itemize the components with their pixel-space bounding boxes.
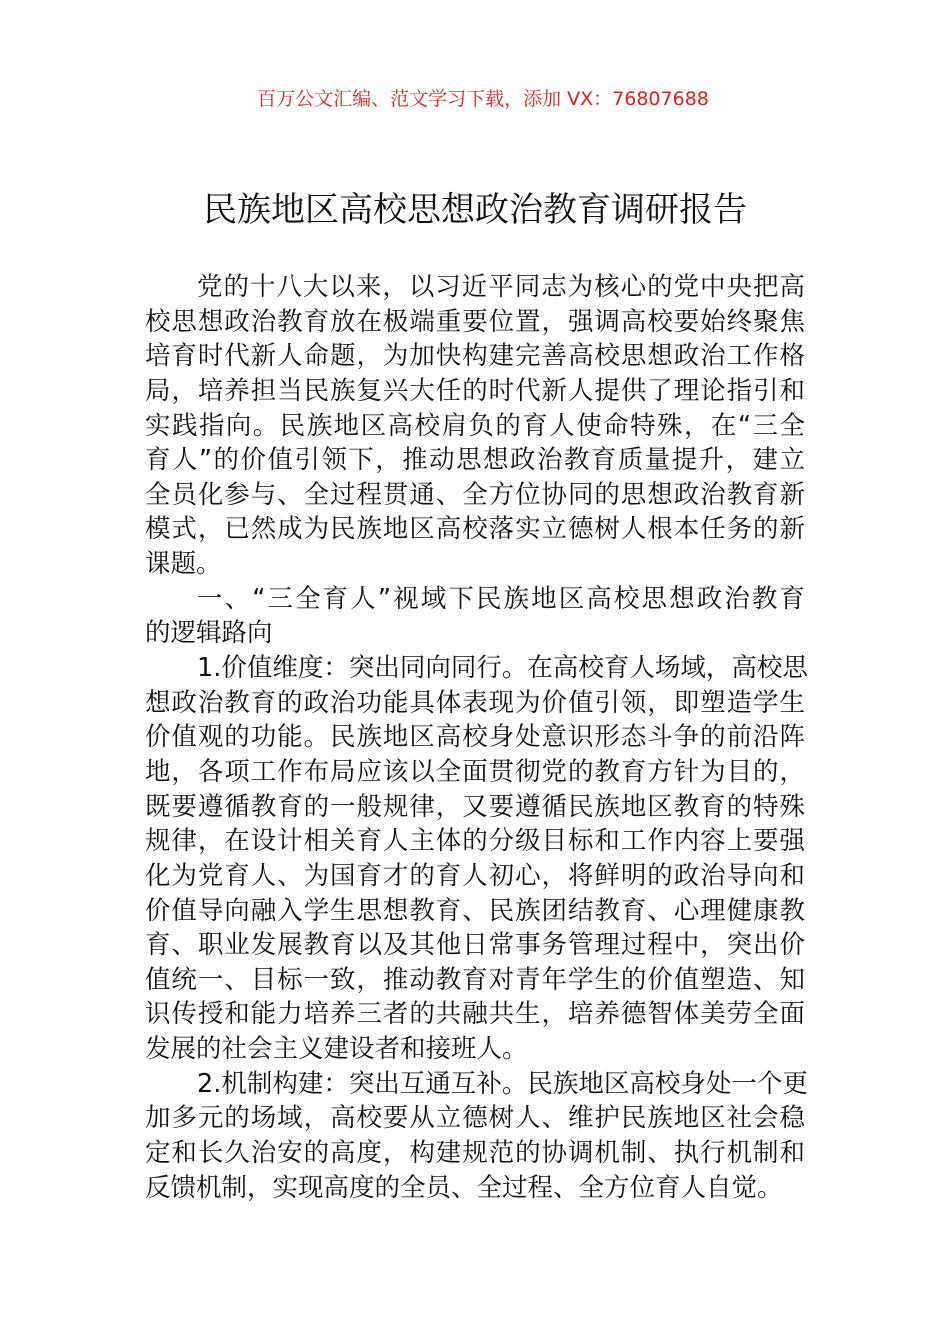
text-line: 想政治教育的政治功能具体表现为价值引领，即塑造学生 [145,687,805,718]
text-line: 培育时代新人命题，为加快构建完善高校思想政治工作格 [145,341,805,372]
text-line: 党的十八大以来，以习近平同志为核心的党中央把高 [197,272,805,302]
text-line: 加多元的场域，高校要从立德树人、维护民族地区社会稳 [145,1103,805,1134]
text-line: 2.机制构建：突出互通互补。民族地区高校身处一个更 [197,1068,808,1099]
text-line: 定和长久治安的高度，构建规范的协调机制、执行机制和 [145,1138,805,1169]
text-line: 育人”的价值引领下，推动思想政治教育质量提升，建立 [145,445,805,476]
paragraph [145,270,805,582]
text-line: 化为党育人、为国育才的育人初心，将鲜明的政治导向和 [145,860,805,891]
text-line: 育、职业发展教育以及其他日常事务管理过程中，突出价 [145,930,805,961]
promo-banner: 百万公文汇编、范文学习下载，添加 VX：76807688 [257,88,709,110]
text-line: 全员化参与、全过程贯通、全方位协同的思想政治教育新 [145,479,805,510]
text-line: 值统一、目标一致，推动教育对青年学生的价值塑造、知 [145,964,805,995]
text-line: 1.价值维度：突出同向同行。在高校育人场域，高校思 [197,653,808,684]
text-line: 模式，已然成为民族地区高校落实立德树人根本任务的新 [145,514,805,545]
document-title: 民族地区高校思想政治教育调研报告 [203,190,747,230]
paragraph [145,651,808,1067]
text-line: 课题。 [145,549,222,580]
text-line: 校思想政治教育放在极端重要位置，强调高校要始终聚焦 [145,306,805,337]
text-line: 一、“三全育人”视域下民族地区高校思想政治教育 [197,583,805,614]
text-line: 实践指向。民族地区高校肩负的育人使命特殊，在“三全 [145,410,805,441]
text-line: 局，培养担当民族复兴大任的时代新人提供了理论指引和 [145,375,805,406]
text-line: 价值观的功能。民族地区高校身处意识形态斗争的前沿阵 [145,722,805,753]
text-line: 既要遵循教育的一般规律，又要遵循民族地区教育的特殊 [145,791,805,822]
text-line: 反馈机制，实现高度的全员、全过程、全方位育人自觉。 [145,1172,783,1203]
document-body [145,270,808,1205]
text-line: 发展的社会主义建设者和接班人。 [145,1034,528,1065]
text-line: 规律，在设计相关育人主体的分级目标和工作内容上要强 [145,826,805,857]
section-heading [145,582,805,651]
text-line: 地，各项工作布局应该以全面贯彻党的教育方针为目的， [145,756,805,787]
text-line: 价值导向融入学生思想教育、民族团结教育、心理健康教 [145,895,805,926]
paragraph [145,1067,808,1206]
text-line: 的逻辑路向 [145,618,273,649]
text-line: 识传授和能力培养三者的共融共生，培养德智体美劳全面 [145,999,805,1030]
